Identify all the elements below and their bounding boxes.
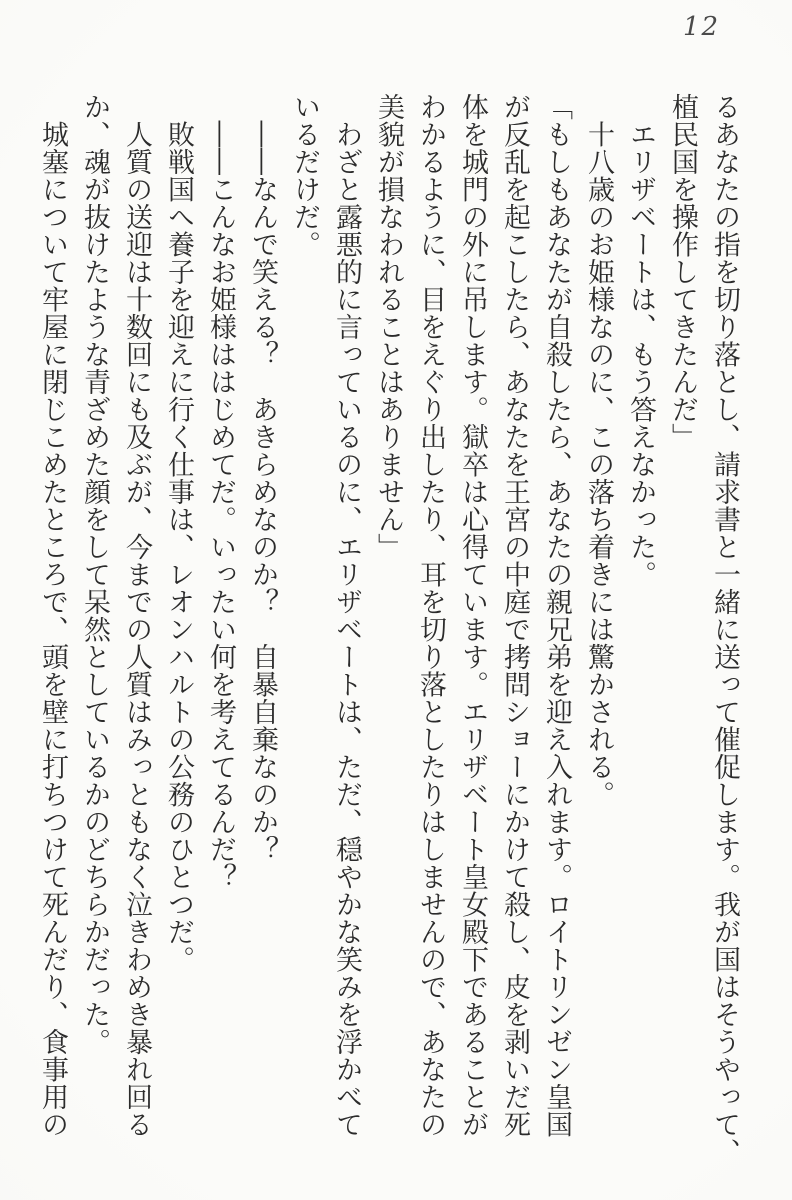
text-line: か、魂が抜けたような青ざめた顔をして呆然としているかのどちらかだった。 — [79, 93, 110, 1056]
text-line: わざと露悪的に言っているのに、エリザベートは、ただ、穏やかな笑みを浮かべて — [331, 93, 362, 1138]
text-line: 植民国を操作してきたんだ」 — [667, 93, 698, 451]
text-line: いるだけだ。 — [289, 93, 320, 258]
text-line: ――こんなお姫様ははじめてだ。いったい何を考えてるんだ？ — [205, 93, 236, 891]
text-block — [29, 93, 745, 1166]
text-line: 人質の送迎は十数回にも及ぶが、今までの人質はみっともなく泣きわめき暴れ回る — [121, 93, 152, 1138]
text-line: 十八歳のお姫様なのに、この落ち着きには驚かされる。 — [583, 93, 614, 808]
text-line: ――なんで笑える？ あきらめなのか？ 自暴自棄なのか？ — [247, 93, 278, 863]
text-line: 敗戦国へ養子を迎えに行く仕事は、レオンハルトの公務のひとつだ。 — [163, 93, 194, 973]
text-line: エリザベートは、もう答えなかった。 — [625, 93, 656, 588]
page-number: 12 — [683, 12, 721, 42]
text-line: 美貌が損なわれることはありません」 — [373, 93, 404, 561]
text-line: 城塞について牢屋に閉じこめたところで、頭を壁に打ちつけて死んだり、食事用の — [37, 93, 68, 1138]
text-line: 「もしもあなたが自殺したら、あなたの親兄弟を迎え入れます。ロイトリンゼン皇国 — [541, 93, 572, 1138]
text-line: わかるように、目をえぐり出したり、耳を切り落としたりはしませんので、あなたの — [415, 93, 446, 1138]
text-line: 体を城門の外に吊します。獄卒は心得ています。エリザベート皇女殿下であることが — [457, 93, 488, 1138]
text-line: が反乱を起こしたら、あなたを王宮の中庭で拷問ショーにかけて殺し、皮を剥いだ死 — [499, 93, 530, 1138]
text-line: るあなたの指を切り落とし、請求書と一緒に送って催促します。我が国はそうやって、 — [709, 93, 740, 1166]
